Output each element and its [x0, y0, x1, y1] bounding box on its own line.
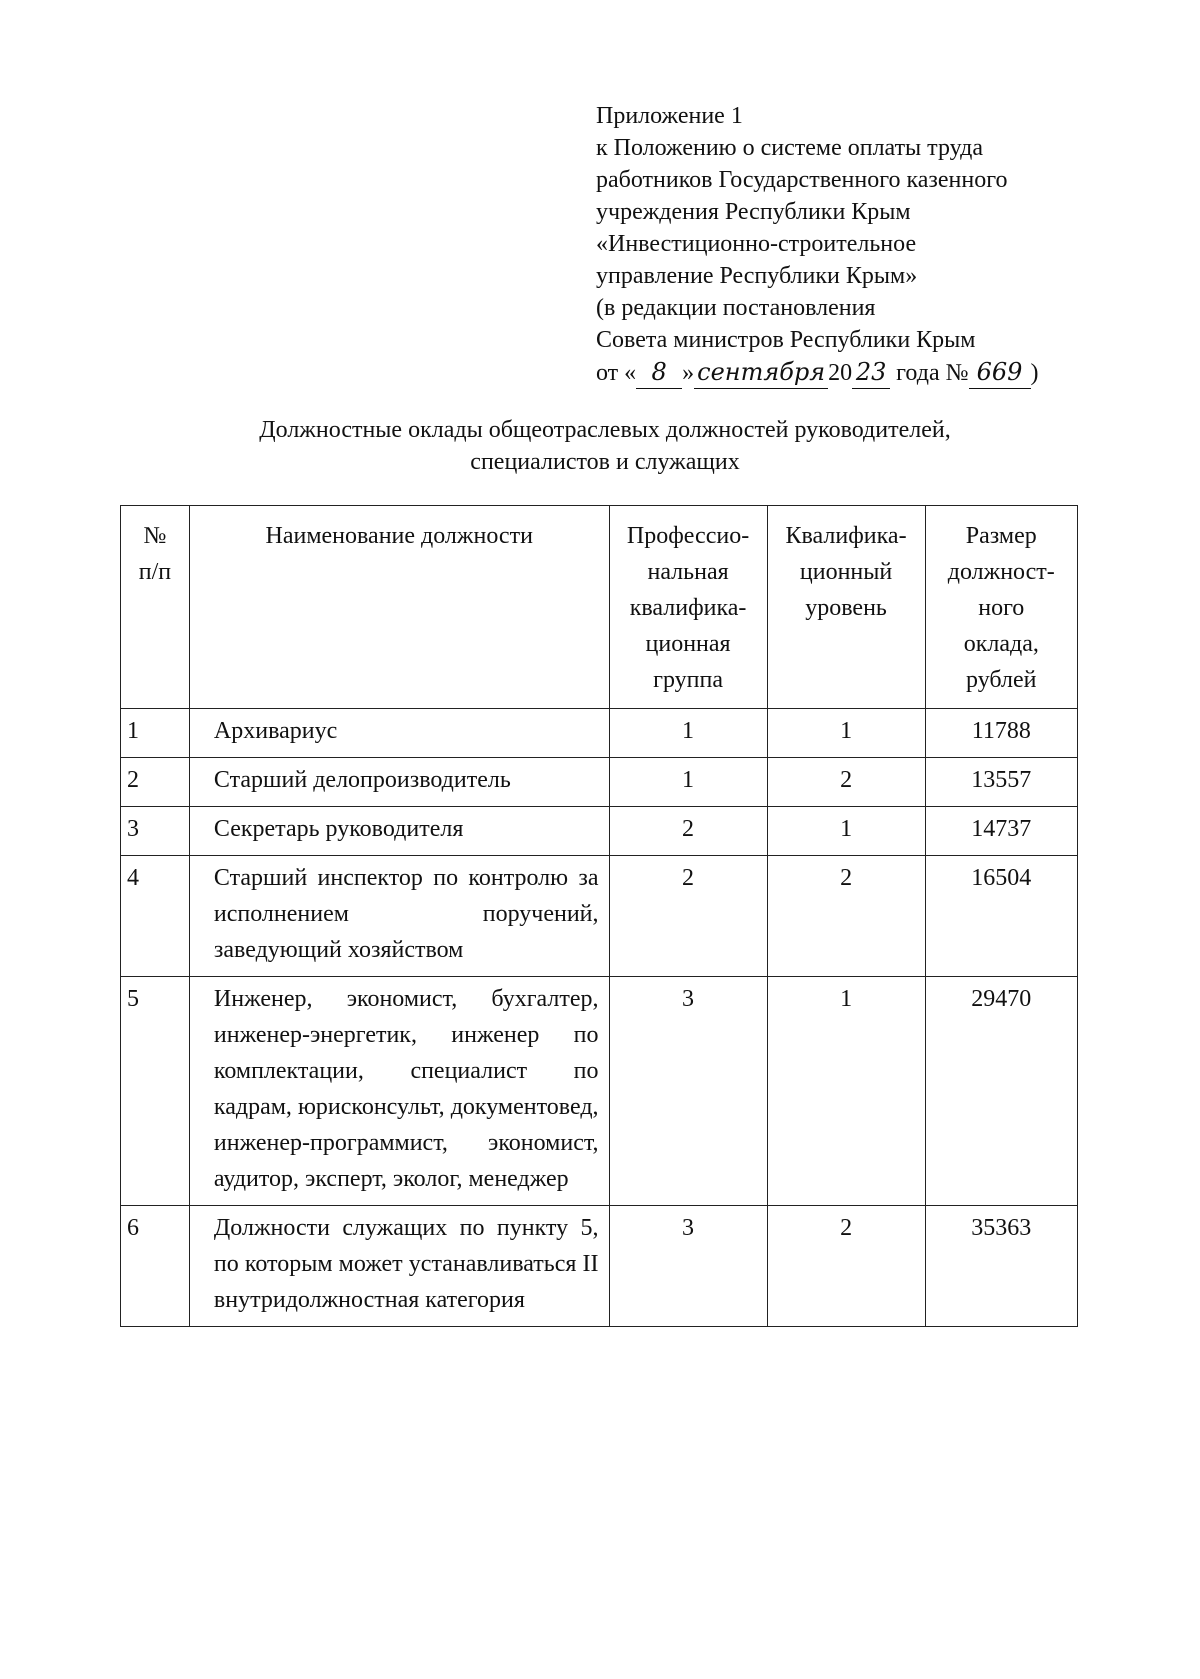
- header-qualification-group: Профессио- нальная квалифика- ционная группа: [609, 506, 767, 709]
- row-num: 3: [121, 807, 190, 856]
- handwritten-day: 8: [636, 356, 682, 389]
- row-salary: 16504: [925, 856, 1077, 977]
- handwritten-year: 23: [852, 356, 890, 389]
- row-qualification-group: 3: [609, 977, 767, 1206]
- table-row: [121, 807, 1078, 856]
- row-position-name: Секретарь руководителя: [189, 807, 609, 856]
- date-prefix: от «: [596, 360, 637, 386]
- row-salary: 11788: [925, 709, 1077, 758]
- row-salary: 35363: [925, 1206, 1077, 1327]
- handwritten-month: сентября: [694, 356, 828, 389]
- row-position-name: Должности служащих по пункту 5, по которым может устанавливаться II внутридолжностная категория: [189, 1206, 609, 1327]
- document-title: [190, 414, 1020, 478]
- header-salary: Размер должност- ного оклада, рублей: [925, 506, 1077, 709]
- appendix-line: Совета министров Республики Крым: [596, 327, 976, 353]
- row-qualification-level: 2: [767, 758, 925, 807]
- year-prefix: 20: [828, 360, 853, 386]
- row-qualification-group: 2: [609, 807, 767, 856]
- handwritten-number: 669: [969, 356, 1031, 389]
- row-qualification-level: 2: [767, 1206, 925, 1327]
- table-header-row: [121, 506, 1078, 709]
- row-position-name: Инженер, экономист, бухгалтер, инженер-энергетик, инженер по комплектации, специалист по кадрам, юрисконсульт, документовед, инженер-программист, экономист, аудитор, эксперт, эколог, менеджер: [189, 977, 609, 1206]
- title-line: Должностные оклады общеотраслевых должностей руководителей,: [259, 417, 951, 443]
- row-qualification-level: 1: [767, 709, 925, 758]
- table-row: [121, 856, 1078, 977]
- appendix-line: к Положению о системе оплаты труда: [596, 135, 983, 161]
- table-row: [121, 758, 1078, 807]
- appendix-line: Приложение 1: [596, 103, 743, 129]
- date-middle: года №: [890, 360, 969, 386]
- appendix-block: [596, 100, 1039, 389]
- appendix-line: «Инвестиционно-строительное: [596, 231, 917, 257]
- row-position-name: Старший делопроизводитель: [189, 758, 609, 807]
- table-row: [121, 977, 1078, 1206]
- date-quote-close: »: [682, 360, 695, 386]
- row-qualification-group: 2: [609, 856, 767, 977]
- table-row: [121, 709, 1078, 758]
- row-salary: 29470: [925, 977, 1077, 1206]
- row-qualification-level: 1: [767, 807, 925, 856]
- row-qualification-group: 1: [609, 709, 767, 758]
- header-num: № п/п: [121, 506, 190, 709]
- row-qualification-group: 3: [609, 1206, 767, 1327]
- resolution-date-line: [596, 356, 1039, 389]
- title-line: специалистов и служащих: [470, 449, 740, 475]
- row-num: 4: [121, 856, 190, 977]
- row-num: 5: [121, 977, 190, 1206]
- header-position-name: Наименование должности: [189, 506, 609, 709]
- table-row: [121, 1206, 1078, 1327]
- appendix-line: учреждения Республики Крым: [596, 199, 911, 225]
- row-salary: 13557: [925, 758, 1077, 807]
- row-position-name: Архивариус: [189, 709, 609, 758]
- row-salary: 14737: [925, 807, 1077, 856]
- appendix-line: управление Республики Крым»: [596, 263, 918, 289]
- row-position-name: Старший инспектор по контролю за исполнением поручений, заведующий хозяйством: [189, 856, 609, 977]
- row-num: 2: [121, 758, 190, 807]
- appendix-line: (в редакции постановления: [596, 295, 876, 321]
- row-num: 1: [121, 709, 190, 758]
- appendix-line: работников Государственного казенного: [596, 167, 1008, 193]
- row-qualification-level: 1: [767, 977, 925, 1206]
- salary-table: [120, 505, 1078, 1327]
- row-qualification-level: 2: [767, 856, 925, 977]
- header-qualification-level: Квалифика- ционный уровень: [767, 506, 925, 709]
- date-suffix: ): [1030, 360, 1039, 386]
- row-num: 6: [121, 1206, 190, 1327]
- row-qualification-group: 1: [609, 758, 767, 807]
